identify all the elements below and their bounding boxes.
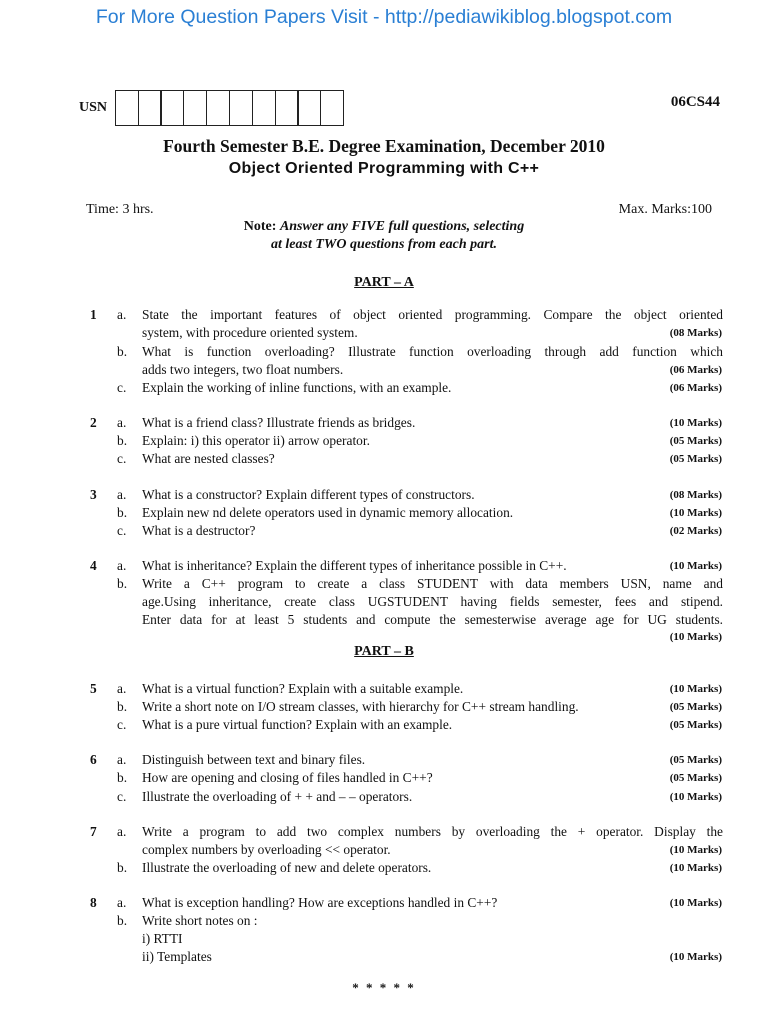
question-text: What is a virtual function? Explain with a suitable example. — [142, 681, 464, 696]
sub-question-label: b. — [117, 505, 128, 520]
time-allowed: Time: 3 hrs. — [86, 202, 154, 217]
question-line — [0, 450, 768, 468]
question-number: 1 — [90, 307, 97, 322]
question-text: Write a C++ program to create a class STUDENT with data members USN, name and — [142, 576, 723, 591]
marks-label: (02 Marks) — [669, 525, 722, 537]
question-text: Enter data for at least 5 students and compute the semesterwise average age for UG students. — [142, 612, 723, 627]
question-number: 6 — [90, 752, 97, 767]
usn-cell — [138, 90, 162, 126]
note-line-1: Answer any FIVE full questions, selecting — [279, 219, 525, 234]
question-line — [0, 432, 768, 450]
marks-label: (08 Marks) — [669, 489, 722, 501]
usn-cell — [252, 90, 276, 126]
sub-question-label: c. — [117, 717, 127, 732]
marks-label: (06 Marks) — [669, 364, 722, 376]
question-number: 3 — [90, 487, 97, 502]
sub-question-label: b. — [117, 433, 128, 448]
marks-label: (10 Marks) — [669, 791, 722, 803]
question-line — [0, 306, 768, 324]
question-line — [0, 343, 768, 361]
usn-grid — [116, 90, 344, 126]
sub-question-label: b. — [117, 699, 128, 714]
sub-question-label: c. — [117, 789, 127, 804]
sub-question-label: c. — [117, 380, 127, 395]
question-line — [0, 593, 768, 611]
question-text: What is exception handling? How are exceptions handled in C++? — [142, 895, 498, 910]
question-text: What is a constructor? Explain different types of constructors. — [142, 487, 475, 502]
question-text: What are nested classes? — [142, 451, 275, 466]
marks-label: (10 Marks) — [669, 417, 722, 429]
marks-label: (06 Marks) — [669, 382, 722, 394]
question-line — [0, 823, 768, 841]
question-text: What is inheritance? Explain the different types of inheritance possible in C++. — [142, 558, 567, 573]
end-of-paper-mark: * * * * * — [352, 980, 416, 995]
usn-cell — [206, 90, 230, 126]
question-line — [0, 522, 768, 540]
question-line — [0, 948, 768, 966]
marks-label: (05 Marks) — [669, 435, 722, 447]
usn-cell — [229, 90, 253, 126]
question-line — [0, 841, 768, 859]
part-a-heading: PART – A — [354, 275, 414, 290]
question-number: 4 — [90, 558, 97, 573]
question-line — [0, 859, 768, 877]
usn-cell — [320, 90, 344, 126]
question-line — [0, 698, 768, 716]
sub-question-label: a. — [117, 307, 127, 322]
question-number: 8 — [90, 895, 97, 910]
marks-label: (05 Marks) — [669, 701, 722, 713]
question-line — [0, 361, 768, 379]
question-text: What is function overloading? Illustrate function overloading through add function which — [142, 344, 723, 359]
question-text: State the important features of object oriented programming. Compare the object oriented — [142, 307, 723, 322]
usn-label: USN — [79, 100, 108, 115]
marks-label: (10 Marks) — [669, 897, 722, 909]
question-text: Write a program to add two complex numbers by overloading the + operator. Display the — [142, 824, 723, 839]
question-text: system, with procedure oriented system. — [142, 325, 358, 340]
exam-title: Fourth Semester B.E. Degree Examination, December 2010 — [163, 136, 605, 156]
usn-cell — [297, 90, 321, 126]
sub-question-label: b. — [117, 913, 128, 928]
marks-label: (10 Marks) — [669, 844, 722, 856]
usn-cell — [275, 90, 299, 126]
marks-label: (10 Marks) — [669, 631, 722, 643]
question-line — [0, 324, 768, 342]
subject-title: Object Oriented Programming with C++ — [228, 160, 540, 177]
marks-label: (10 Marks) — [669, 560, 722, 572]
question-line — [0, 575, 768, 593]
question-text: Write a short note on I/O stream classes, with hierarchy for C++ stream handling. — [142, 699, 579, 714]
question-text: ii) Templates — [142, 949, 212, 964]
sub-question-label: a. — [117, 895, 127, 910]
sub-question-label: c. — [117, 451, 127, 466]
question-line — [0, 611, 768, 629]
question-number: 7 — [90, 824, 97, 839]
marks-label: (10 Marks) — [669, 951, 722, 963]
question-number: 2 — [90, 415, 97, 430]
instructions-note — [0, 218, 768, 254]
max-marks: Max. Marks:100 — [618, 202, 712, 217]
sub-question-label: b. — [117, 576, 128, 591]
usn-cell — [115, 90, 139, 126]
question-line — [0, 912, 768, 930]
question-text: adds two integers, two float numbers. — [142, 362, 344, 377]
question-text: i) RTTI — [142, 931, 183, 946]
question-line — [0, 930, 768, 948]
marks-label: (10 Marks) — [669, 507, 722, 519]
question-text: Explain the working of inline functions, with an example. — [142, 380, 452, 395]
question-line — [0, 504, 768, 522]
question-text: How are opening and closing of files handled in C++? — [142, 770, 433, 785]
question-text: Write short notes on : — [142, 913, 258, 928]
sub-question-label: b. — [117, 860, 128, 875]
usn-cell — [183, 90, 207, 126]
question-line — [0, 414, 768, 432]
question-line — [0, 894, 768, 912]
marks-label: (08 Marks) — [669, 327, 722, 339]
question-line — [0, 751, 768, 769]
question-line — [0, 628, 768, 646]
question-line — [0, 486, 768, 504]
marks-label: (05 Marks) — [669, 453, 722, 465]
question-text: Distinguish between text and binary files. — [142, 752, 366, 767]
question-text: age.Using inheritance, create class UGSTUDENT having fields semester, fees and stipend. — [142, 594, 723, 609]
marks-label: (05 Marks) — [669, 719, 722, 731]
marks-label: (05 Marks) — [669, 772, 722, 784]
question-text: Explain: i) this operator ii) arrow operator. — [142, 433, 370, 448]
question-line — [0, 769, 768, 787]
question-text: Illustrate the overloading of new and delete operators. — [142, 860, 432, 875]
sub-question-label: b. — [117, 344, 128, 359]
sub-question-label: a. — [117, 752, 127, 767]
sub-question-label: c. — [117, 523, 127, 538]
question-line — [0, 680, 768, 698]
sub-question-label: a. — [117, 681, 127, 696]
question-text: complex numbers by overloading << operator. — [142, 842, 391, 857]
sub-question-label: a. — [117, 558, 127, 573]
question-text: Explain new nd delete operators used in dynamic memory allocation. — [142, 505, 514, 520]
question-line — [0, 379, 768, 397]
note-label: Note: — [243, 219, 277, 234]
sub-question-label: a. — [117, 487, 127, 502]
note-line-2: at least TWO questions from each part. — [271, 237, 497, 252]
usn-cell — [160, 90, 184, 126]
subject-code: 06CS44 — [670, 94, 720, 110]
question-number: 5 — [90, 681, 97, 696]
part-b-heading: PART – B — [354, 644, 414, 659]
question-text: What is a pure virtual function? Explain with an example. — [142, 717, 453, 732]
sub-question-label: a. — [117, 824, 127, 839]
question-text: What is a destructor? — [142, 523, 256, 538]
question-text: What is a friend class? Illustrate friends as bridges. — [142, 415, 416, 430]
marks-label: (05 Marks) — [669, 754, 722, 766]
marks-label: (10 Marks) — [669, 862, 722, 874]
sub-question-label: a. — [117, 415, 127, 430]
question-line — [0, 557, 768, 575]
sub-question-label: b. — [117, 770, 128, 785]
marks-label: (10 Marks) — [669, 683, 722, 695]
question-line — [0, 716, 768, 734]
source-banner: For More Question Papers Visit - http://pediawikiblog.blogspot.com — [95, 6, 673, 28]
question-line — [0, 788, 768, 806]
question-text: Illustrate the overloading of + + and – – operators. — [142, 789, 413, 804]
